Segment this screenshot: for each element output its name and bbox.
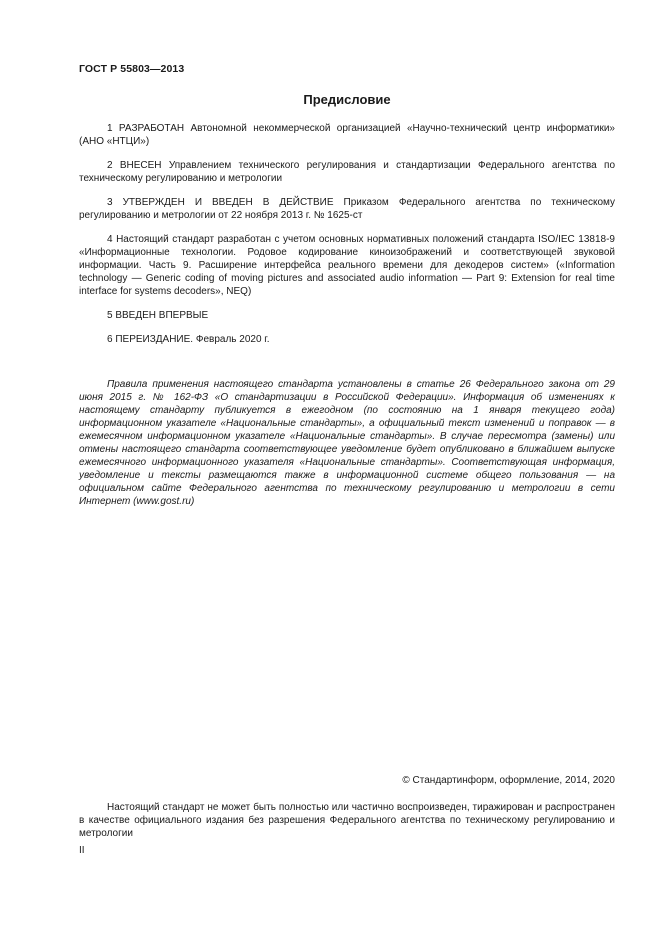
foreword-item-introduced: 5 ВВЕДЕН ВПЕРВЫЕ <box>107 310 209 321</box>
document-code: ГОСТ Р 55803—2013 <box>79 63 185 75</box>
foreword-item-approved: 3 УТВЕРЖДЕН И ВВЕДЕН В ДЕЙСТВИЕ Приказом Федерального агентства по техническому регулированию и метрологии от 22 ноября 2013 г. № 1625-ст <box>79 197 615 221</box>
foreword-items <box>79 122 615 357</box>
foreword-item-submitted: 2 ВНЕСЕН Управлением технического регулирования и стандартизации Федерального агентства по техническому регулированию и метрологии <box>79 160 615 184</box>
foreword-item-developed: 1 РАЗРАБОТАН Автономной некоммерческой организацией «Научно-технический центр информатики» (АНО «НТЦИ») <box>79 123 615 147</box>
page-number: II <box>79 845 85 856</box>
foreword-item-reissue: 6 ПЕРЕИЗДАНИЕ. Февраль 2020 г. <box>107 334 270 345</box>
reproduction-rights-notice: Настоящий стандарт не может быть полностью или частично воспроизведен, тиражирован и распространен в качестве официального издания без разрешения Федерального агентства по техническому регулированию и метрологии <box>79 802 615 839</box>
copyright-line: © Стандартинформ, оформление, 2014, 2020 <box>402 775 615 786</box>
application-rules-notice: Правила применения настоящего стандарта установлены в статье 26 Федерального закона от 29 июня 2015 г. № 162-ФЗ «О стандартизации в Российской Федерации». Информация об изменениях к настоящему стандарту публикуется в ежегодном (по состоянию на 1 января текущего года) информационном указателе «Национальные стандарты», а официальный текст изменений и поправок — в ежемесячном информационном указателе «Национальные стандарты». В случае пересмотра (замены) или отмены настоящего стандарта соответствующее уведомление будет опубликовано в ближайшем выпуске ежемесячного информационного указателя «Национальные стандарты». Соответствующая информация, уведомление и тексты размещаются также в информационной системе общего пользования — на официальном сайте Федерального агентства по техническому регулированию и метрологии в сети Интернет (www.gost.ru) <box>79 379 615 507</box>
foreword-item-basis: 4 Настоящий стандарт разработан с учетом основных нормативных положений стандарта ISO/IEC 13818-9 «Информационные технологии. Родовое кодирование киноизображений и соответствующей звуковой информации. Часть 9. Расширение интерфейса реального времени для декодеров систем» («Information technology — Generic coding of moving pictures and associated audio information — Part 9: Extension for real time interface for systems decoders», NEQ) <box>79 234 615 297</box>
foreword-title: Предисловие <box>303 92 391 107</box>
